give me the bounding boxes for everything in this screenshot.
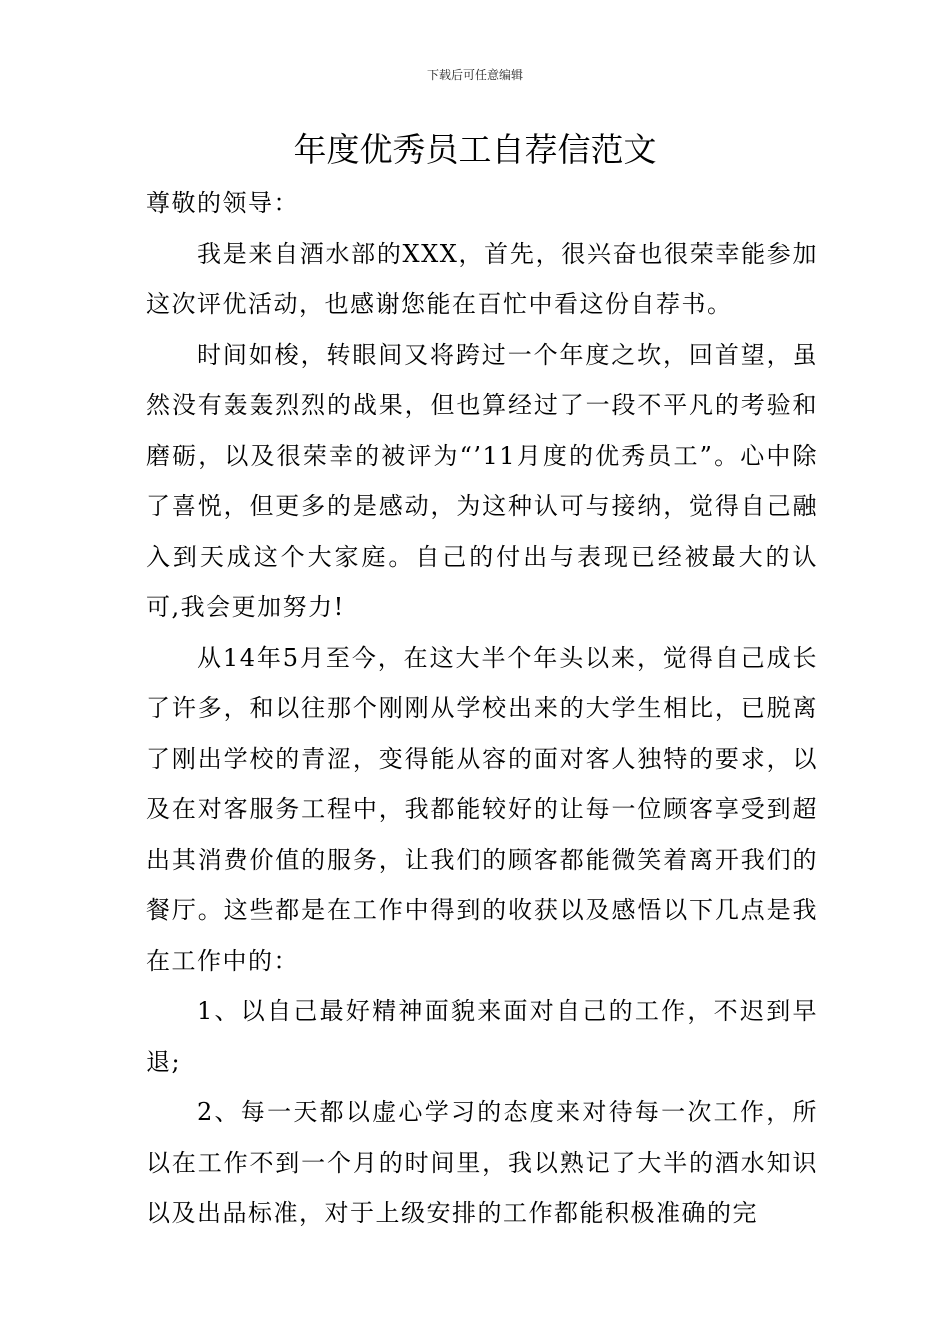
list-item-point-1: 1、以自己最好精神面貌来面对自己的工作，不迟到早退; <box>146 997 818 1076</box>
header-note: 下载后可任意编辑 <box>426 68 523 82</box>
document-body <box>146 178 818 1239</box>
list-item-point-2: 2、每一天都以虚心学习的态度来对待每一次工作，所以在工作不到一个月的时间里，我以熟记了大半的酒水知识以及出品标准，对于上级安排的工作都能积极准确的完 <box>146 1098 818 1227</box>
paragraph-growth: 从14年5月至今，在这大半个年头以来，觉得自己成长了许多，和以往那个刚刚从学校出来的大学生相比，已脱离了刚出学校的青涩，变得能从容的面对客人独特的要求，以及在对客服务工程中，我都能较好的让每一位顾客享受到超出其消费价值的服务，让我们的顾客都能微笑着离开我们的餐厅。这些都是在工作中得到的收获以及感悟以下几点是我在工作中的： <box>146 643 818 975</box>
paragraph-introduction: 我是来自酒水部的XXX，首先，很兴奋也很荣幸能参加这次评优活动，也感谢您能在百忙中看这份自荐书。 <box>146 239 818 318</box>
paragraph-reflection: 时间如梭，转眼间又将跨过一个年度之坎，回首望，虽然没有轰轰烈烈的战果，但也算经过了一段不平凡的考验和磨砺，以及很荣幸的被评为“’11月度的优秀员工”。心中除了喜悦，但更多的是感动，为这种认可与接纳，觉得自己融入到天成这个大家庭。自己的付出与表现已经被最大的认可,我会更加努力! <box>146 340 818 621</box>
document-title: 年度优秀员工自荐信范文 <box>293 130 657 169</box>
paragraph-salutation: 尊敬的领导： <box>146 189 299 217</box>
